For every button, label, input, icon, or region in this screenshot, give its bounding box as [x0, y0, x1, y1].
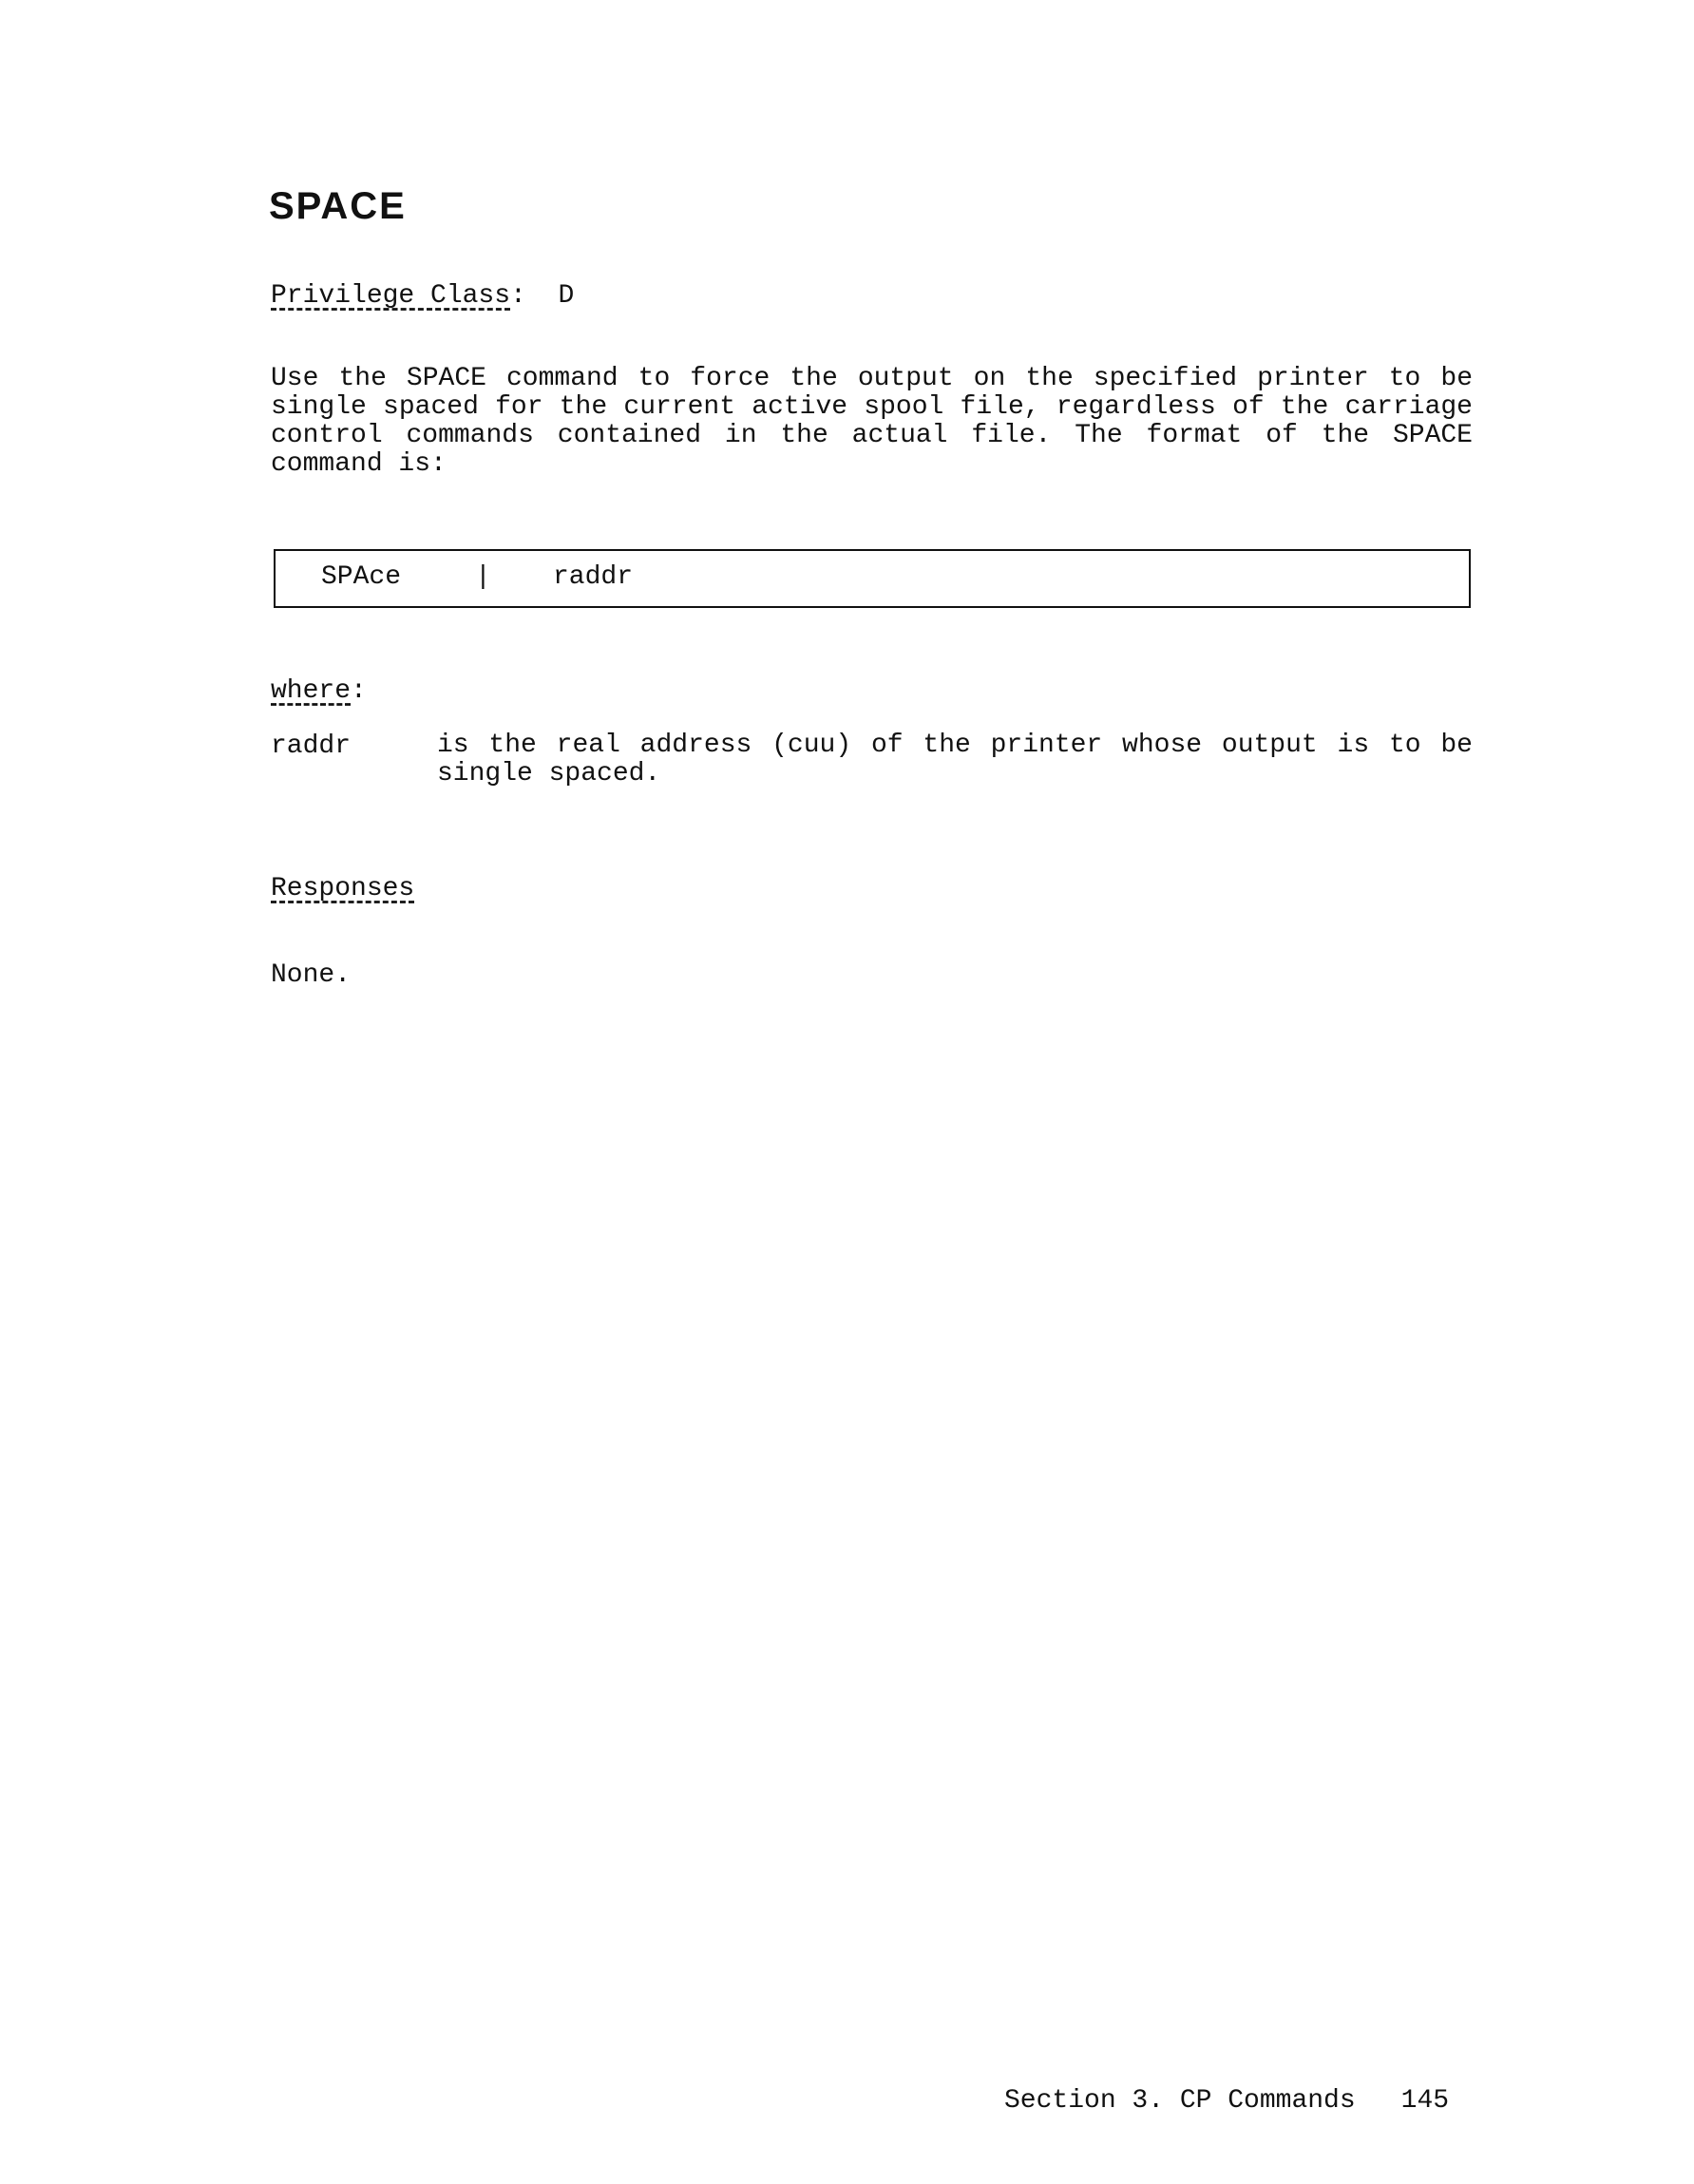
- responses-heading: Responses: [271, 874, 415, 903]
- syntax-box: [274, 549, 1471, 608]
- page-footer: [1004, 2086, 1449, 2116]
- page-title: SPACE: [269, 185, 407, 227]
- param-name: raddr: [271, 731, 352, 761]
- syntax-operand: raddr: [553, 562, 634, 592]
- privilege-class-colon: :: [510, 281, 526, 311]
- responses-text: None.: [271, 960, 352, 990]
- privilege-class-label: Privilege Class: [271, 281, 511, 311]
- where-colon: :: [351, 676, 367, 706]
- privilege-class-value: D: [558, 281, 575, 311]
- where-label: where: [271, 676, 352, 706]
- where-heading: [271, 676, 367, 706]
- privilege-class-line: [271, 281, 574, 311]
- intro-paragraph: Use the SPACE command to force the output on the specified printer to be single spaced for the current active spool file, regardless of the carriage control commands contained in the actual file. The format of the SPACE command is:: [271, 364, 1473, 479]
- page-number: 145: [1400, 2086, 1450, 2116]
- param-description: is the real address (cuu) of the printer whose output is to be single spaced.: [437, 731, 1473, 788]
- syntax-command: SPAce: [321, 562, 402, 592]
- footer-section: Section 3. CP Commands: [1004, 2086, 1356, 2116]
- syntax-separator: |: [475, 562, 491, 592]
